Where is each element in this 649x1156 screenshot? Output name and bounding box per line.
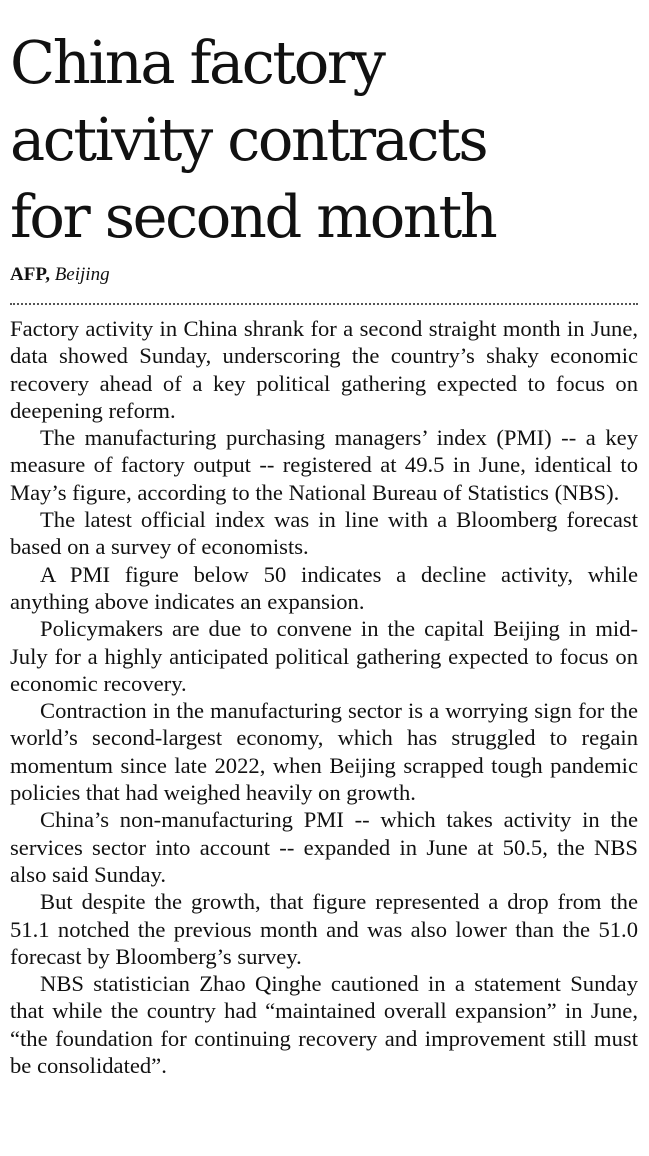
paragraph: Factory activity in China shrank for a second straight month in June, data showed Sunday, underscoring the country’s shaky economic recovery ahead of a key political gathering expected to focus on deepening reform. [10, 316, 638, 423]
byline [10, 263, 638, 287]
headline-line: China factory [10, 28, 384, 97]
paragraph: A PMI figure below 50 indicates a decline activity, while anything above indicates an expansion. [10, 561, 638, 614]
paragraph: Policymakers are due to convene in the capital Beijing in mid-July for a highly anticipated political gathering expected to focus on economic recovery. [10, 616, 638, 696]
byline-place: Beijing [54, 264, 110, 285]
paragraph: NBS statistician Zhao Qinghe cautioned in a statement Sunday that while the country had “maintained overall expansion” in June, “the foundation for continuing recovery and improvement still must be consolidated”. [10, 971, 638, 1079]
paragraph: The latest official index was in line with a Bloomberg forecast based on a survey of economists. [10, 507, 638, 560]
news-article [10, 0, 638, 1079]
paragraph: Contraction in the manufacturing sector is a worrying sign for the world’s second-largest economy, which has struggled to regain momentum since late 2022, when Beijing scrapped tough pandemic policies that had weighed heavily on growth. [10, 698, 638, 806]
headline-line: for second month [10, 182, 496, 251]
paragraph: China’s non-manufacturing PMI -- which takes activity in the services sector into account -- expanded in June at 50.5, the NBS also said Sunday. [10, 807, 638, 887]
dotted-divider [10, 303, 638, 305]
paragraph: But despite the growth, that figure represented a drop from the 51.1 notched the previous month and was also lower than the 51.0 forecast by Bloomberg’s survey. [10, 889, 638, 969]
article-body [10, 315, 638, 1079]
headline-line: activity contracts [10, 105, 487, 174]
paragraph: The manufacturing purchasing managers’ index (PMI) -- a key measure of factory output -- registered at 49.5 in June, identical to May’s figure, according to the National Bureau of Statistics (NBS). [10, 425, 638, 505]
headline [10, 24, 638, 255]
byline-agency: AFP, [10, 264, 50, 285]
